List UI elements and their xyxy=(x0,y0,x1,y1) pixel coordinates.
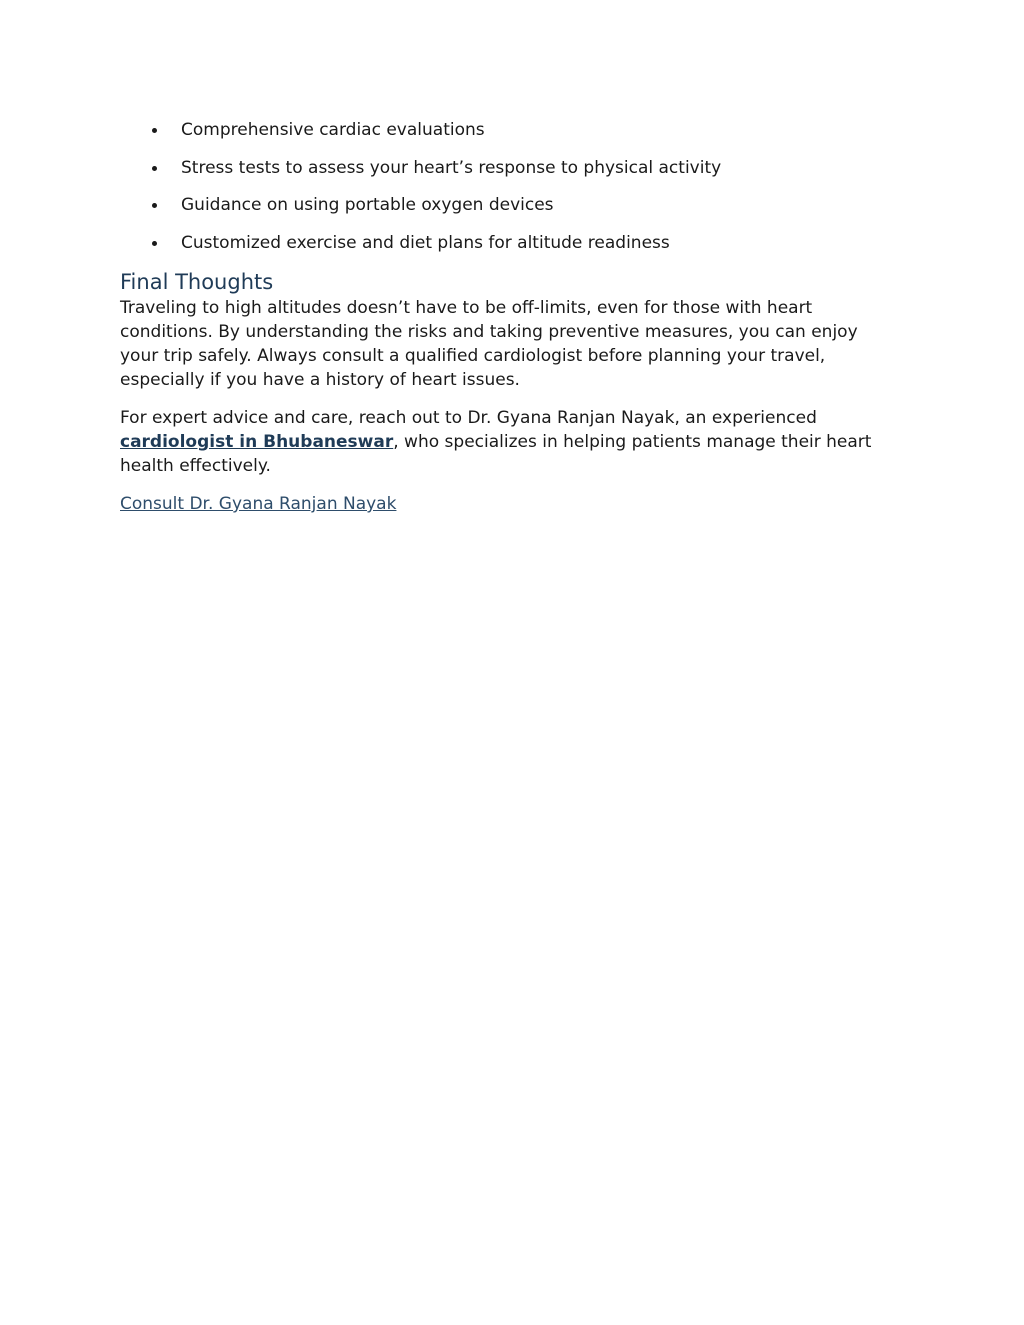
list-item xyxy=(120,118,900,142)
final-thoughts-paragraph: Traveling to high altitudes doesn’t have to be off-limits, even for those with heart conditions. By understanding the risks and taking preventive measures, you can enjoy your trip safely. Always consult a qualified cardiologist before planning your travel, especially if you have a history of heart issues. xyxy=(120,298,858,390)
bullet-icon xyxy=(152,241,157,246)
bullet-icon xyxy=(152,128,157,133)
cardiologist-link[interactable]: cardiologist in Bhubaneswar xyxy=(120,432,394,452)
expert-advice-paragraph xyxy=(120,406,900,478)
list-item xyxy=(120,156,900,180)
list-item-text: Stress tests to assess your heart’s response to physical activity xyxy=(181,157,722,178)
list-item-text: Comprehensive cardiac evaluations xyxy=(181,120,485,140)
advice-text-after: , who specializes in helping patients manage their heart health effectively. xyxy=(120,432,872,476)
list-item xyxy=(120,193,900,217)
list-item xyxy=(120,231,900,255)
bullet-icon xyxy=(152,166,157,171)
document-page xyxy=(120,118,900,516)
bullet-icon xyxy=(152,203,157,208)
advice-text-before: For expert advice and care, reach out to Dr. Gyana Ranjan Nayak, an experienced xyxy=(120,408,817,428)
service-list xyxy=(120,118,900,255)
list-item-text: Guidance on using portable oxygen devices xyxy=(181,195,554,215)
consult-doctor-link[interactable]: Consult Dr. Gyana Ranjan Nayak xyxy=(120,494,397,514)
list-item-text: Customized exercise and diet plans for altitude readiness xyxy=(181,232,670,253)
final-thoughts-heading: Final Thoughts xyxy=(120,270,274,294)
